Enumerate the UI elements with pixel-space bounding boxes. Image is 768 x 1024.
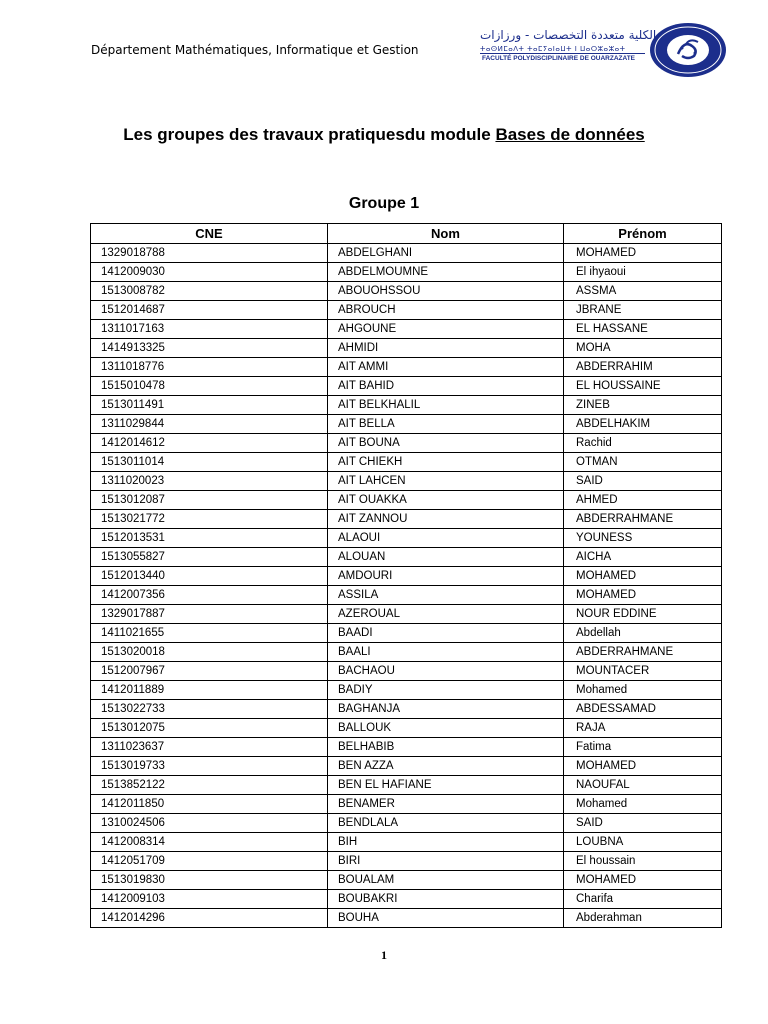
cell-nom: BAALI [328, 643, 564, 662]
cell-cne: 1412009103 [91, 890, 328, 909]
cell-nom: ALAOUI [328, 529, 564, 548]
table-row [91, 282, 722, 301]
cell-prenom: ASSMA [564, 282, 722, 301]
cell-prenom: ABDERRAHMANE [564, 510, 722, 529]
cell-cne: 1412007356 [91, 586, 328, 605]
cell-cne: 1311017163 [91, 320, 328, 339]
cell-nom: AIT BELLA [328, 415, 564, 434]
cell-prenom: ZINEB [564, 396, 722, 415]
cell-cne: 1412011850 [91, 795, 328, 814]
cell-cne: 1412008314 [91, 833, 328, 852]
table-row [91, 795, 722, 814]
cell-prenom: MOHA [564, 339, 722, 358]
cell-prenom: NAOUFAL [564, 776, 722, 795]
cell-cne: 1412011889 [91, 681, 328, 700]
cell-cne: 1512007967 [91, 662, 328, 681]
cell-prenom: Mohamed [564, 681, 722, 700]
cell-prenom: Abderahman [564, 909, 722, 928]
cell-nom: AHGOUNE [328, 320, 564, 339]
cell-prenom: SAID [564, 472, 722, 491]
table-row [91, 738, 722, 757]
cell-cne: 1515010478 [91, 377, 328, 396]
faculty-logo [470, 28, 657, 68]
cell-cne: 1512013531 [91, 529, 328, 548]
cell-nom: BALLOUK [328, 719, 564, 738]
cell-nom: BOUBAKRI [328, 890, 564, 909]
cell-cne: 1512014687 [91, 301, 328, 320]
table-row [91, 871, 722, 890]
cell-nom: AIT LAHCEN [328, 472, 564, 491]
cell-cne: 1414913325 [91, 339, 328, 358]
cell-cne: 1513055827 [91, 548, 328, 567]
cell-prenom: El ihyaoui [564, 263, 722, 282]
cell-nom: BIRI [328, 852, 564, 871]
table-row [91, 719, 722, 738]
table-row [91, 415, 722, 434]
table-row [91, 624, 722, 643]
cell-nom: AIT BELKHALIL [328, 396, 564, 415]
cell-cne: 1412051709 [91, 852, 328, 871]
cell-prenom: El houssain [564, 852, 722, 871]
cell-prenom: MOHAMED [564, 871, 722, 890]
cell-cne: 1311020023 [91, 472, 328, 491]
header-nom: Nom [328, 224, 564, 244]
cell-cne: 1311029844 [91, 415, 328, 434]
table-row [91, 681, 722, 700]
table-row [91, 567, 722, 586]
cell-nom: BAGHANJA [328, 700, 564, 719]
cell-prenom: NOUR EDDINE [564, 605, 722, 624]
cell-cne: 1513019830 [91, 871, 328, 890]
cell-prenom: YOUNESS [564, 529, 722, 548]
cell-cne: 1513008782 [91, 282, 328, 301]
cell-nom: BADIY [328, 681, 564, 700]
students-table [90, 223, 722, 928]
cell-nom: ABOUOHSSOU [328, 282, 564, 301]
cell-nom: BELHABIB [328, 738, 564, 757]
table-row [91, 434, 722, 453]
table-row [91, 529, 722, 548]
cell-prenom: Abdellah [564, 624, 722, 643]
cell-prenom: EL HOUSSAINE [564, 377, 722, 396]
cell-nom: AIT OUAKKA [328, 491, 564, 510]
table-row [91, 814, 722, 833]
cell-prenom: MOUNTACER [564, 662, 722, 681]
cell-nom: AIT CHIEKH [328, 453, 564, 472]
cell-nom: ASSILA [328, 586, 564, 605]
cell-nom: BEN EL HAFIANE [328, 776, 564, 795]
cell-nom: BENDLALA [328, 814, 564, 833]
cell-nom: AZEROUAL [328, 605, 564, 624]
cell-prenom: MOHAMED [564, 757, 722, 776]
table-header-row [91, 224, 722, 244]
table-row [91, 510, 722, 529]
cell-nom: BIH [328, 833, 564, 852]
cell-nom: BEN AZZA [328, 757, 564, 776]
cell-cne: 1512013440 [91, 567, 328, 586]
cell-cne: 1513020018 [91, 643, 328, 662]
logo-divider [480, 53, 645, 54]
table-row [91, 491, 722, 510]
logo-arabic-text: الكلية متعددة التخصصات - ورزازات [480, 28, 657, 42]
module-name: Bases de données [495, 125, 645, 144]
table-row [91, 453, 722, 472]
cell-cne: 1329018788 [91, 244, 328, 263]
header-prenom: Prénom [564, 224, 722, 244]
cell-nom: AHMIDI [328, 339, 564, 358]
table-row [91, 377, 722, 396]
cell-prenom: Mohamed [564, 795, 722, 814]
table-row [91, 605, 722, 624]
logo-tifinagh-text: ⵜⴰⵙⵍⵎⴰⴷⵜ ⵜⴰⵎⵢⴰⵏⴰⵡⵜ ⵏ ⵡⴰⵔⵣⴰⵣⴰⵜ [480, 45, 626, 53]
cell-prenom: ABDERRAHMANE [564, 643, 722, 662]
cell-nom: BAADI [328, 624, 564, 643]
table-row [91, 339, 722, 358]
table-row [91, 301, 722, 320]
table-row [91, 662, 722, 681]
cell-cne: 1311023637 [91, 738, 328, 757]
table-row [91, 396, 722, 415]
document-title [0, 125, 768, 145]
logo-french-text: FACULTÉ POLYDISCIPLINAIRE DE OUARZAZATE [482, 55, 635, 62]
cell-prenom: Fatima [564, 738, 722, 757]
table-row [91, 244, 722, 263]
table-row [91, 472, 722, 491]
cell-prenom: OTMAN [564, 453, 722, 472]
table-row [91, 263, 722, 282]
table-row [91, 700, 722, 719]
cell-prenom: Rachid [564, 434, 722, 453]
table-row [91, 643, 722, 662]
cell-prenom: EL HASSANE [564, 320, 722, 339]
cell-cne: 1513011491 [91, 396, 328, 415]
cell-prenom: AICHA [564, 548, 722, 567]
cell-nom: ALOUAN [328, 548, 564, 567]
cell-cne: 1513022733 [91, 700, 328, 719]
cell-nom: ABDELMOUMNE [328, 263, 564, 282]
table-row [91, 909, 722, 928]
table-row [91, 852, 722, 871]
cell-prenom: AHMED [564, 491, 722, 510]
title-prefix: Les groupes des travaux pratiquesdu module [123, 125, 496, 144]
cell-nom: AIT BOUNA [328, 434, 564, 453]
table-row [91, 320, 722, 339]
cell-prenom: ABDELHAKIM [564, 415, 722, 434]
cell-cne: 1513019733 [91, 757, 328, 776]
table-row [91, 890, 722, 909]
cell-cne: 1513011014 [91, 453, 328, 472]
cell-nom: ABDELGHANI [328, 244, 564, 263]
cell-cne: 1411021655 [91, 624, 328, 643]
cell-cne: 1310024506 [91, 814, 328, 833]
cell-cne: 1513012075 [91, 719, 328, 738]
cell-cne: 1412014612 [91, 434, 328, 453]
cell-nom: ABROUCH [328, 301, 564, 320]
header-cne: CNE [91, 224, 328, 244]
cell-prenom: ABDERRAHIM [564, 358, 722, 377]
cell-prenom: MOHAMED [564, 586, 722, 605]
cell-cne: 1513852122 [91, 776, 328, 795]
cell-cne: 1412014296 [91, 909, 328, 928]
table-row [91, 776, 722, 795]
cell-cne: 1513021772 [91, 510, 328, 529]
cell-nom: AIT ZANNOU [328, 510, 564, 529]
department-header: Département Mathématiques, Informatique et Gestion [91, 43, 419, 57]
cell-prenom: SAID [564, 814, 722, 833]
table-row [91, 548, 722, 567]
cell-prenom: Charifa [564, 890, 722, 909]
group-label: Groupe 1 [348, 195, 420, 212]
university-seal-icon [648, 22, 728, 78]
cell-prenom: MOHAMED [564, 567, 722, 586]
cell-nom: BOUHA [328, 909, 564, 928]
cell-nom: BENAMER [328, 795, 564, 814]
cell-nom: AIT BAHID [328, 377, 564, 396]
table-row [91, 757, 722, 776]
table-row [91, 586, 722, 605]
cell-cne: 1311018776 [91, 358, 328, 377]
cell-nom: BACHAOU [328, 662, 564, 681]
page-number: 1 [381, 948, 387, 962]
cell-cne: 1329017887 [91, 605, 328, 624]
cell-prenom: ABDESSAMAD [564, 700, 722, 719]
cell-prenom: LOUBNA [564, 833, 722, 852]
table-row [91, 358, 722, 377]
cell-cne: 1513012087 [91, 491, 328, 510]
cell-cne: 1412009030 [91, 263, 328, 282]
cell-nom: BOUALAM [328, 871, 564, 890]
cell-prenom: MOHAMED [564, 244, 722, 263]
cell-prenom: RAJA [564, 719, 722, 738]
cell-nom: AMDOURI [328, 567, 564, 586]
table-row [91, 833, 722, 852]
cell-prenom: JBRANE [564, 301, 722, 320]
cell-nom: AIT AMMI [328, 358, 564, 377]
